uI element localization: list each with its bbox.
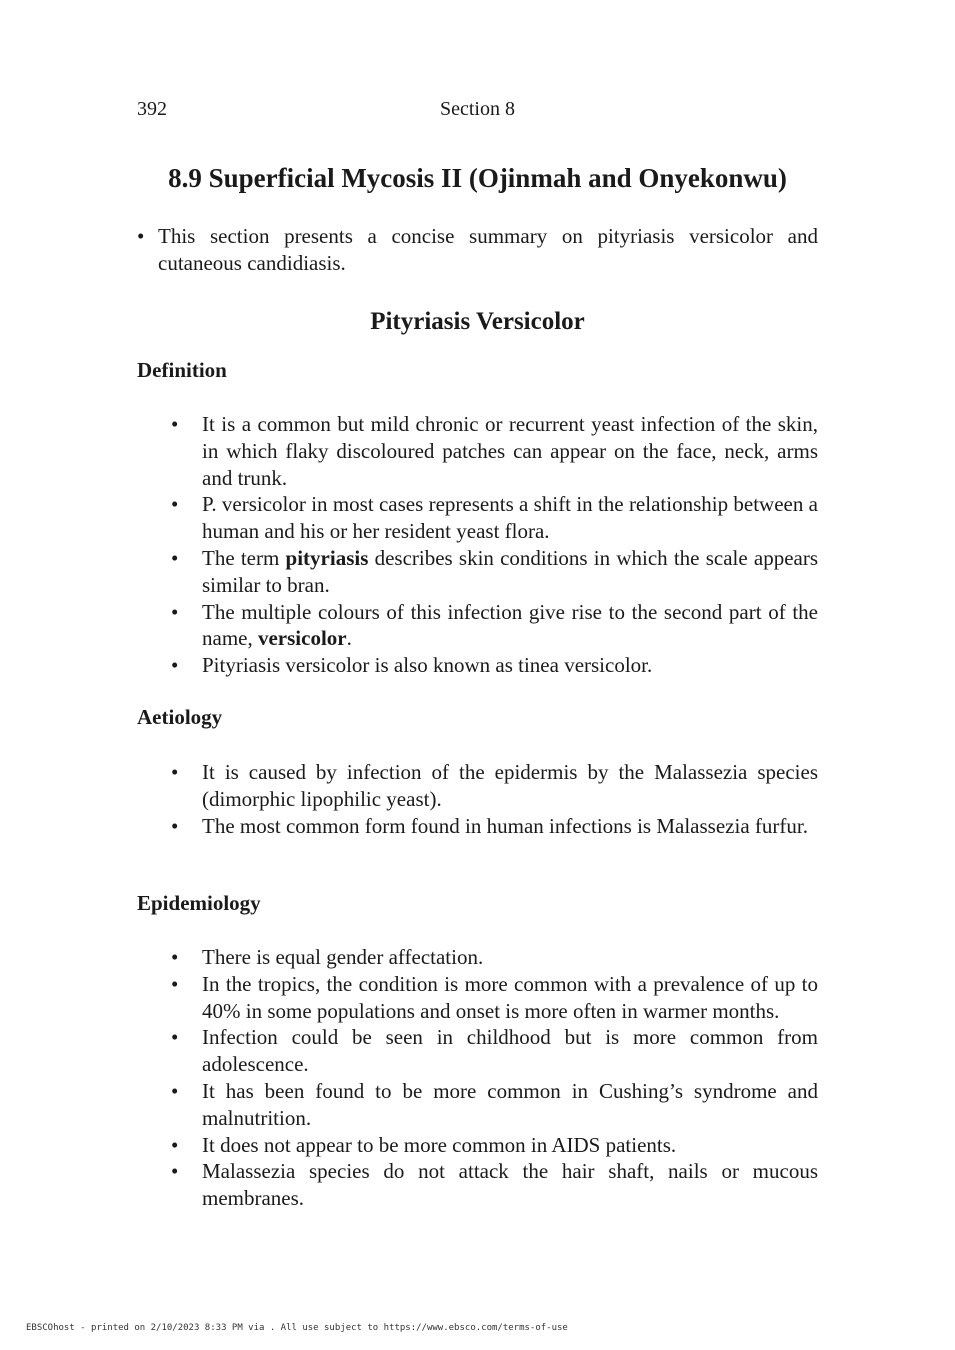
- intro-item: • This section presents a concise summary on pityriasis versicolor and cutaneous candidiasis.: [137, 223, 818, 277]
- list-item-text-after: describes skin conditions in which the scale appears similar to bran.: [202, 545, 818, 597]
- list-item-text: In the tropics, the condition is more common with a prevalence of up to 40% in some populations and onset is more often in warmer months.: [202, 971, 818, 1023]
- definition-heading: Definition: [137, 358, 227, 382]
- bullet-icon: •: [171, 1025, 179, 1050]
- list-item-text: The most common form found in human infections is Malassezia furfur.: [202, 813, 808, 838]
- bullet-icon: •: [171, 813, 179, 838]
- definition-list: [171, 411, 818, 679]
- aetiology-heading: Aetiology: [137, 705, 223, 729]
- ebsco-footer: EBSCOhost - printed on 2/10/2023 8:33 PM via . All use subject to https://www.ebsco.com/terms-of-use: [26, 1323, 568, 1333]
- bullet-icon: •: [171, 1159, 179, 1184]
- list-item: [171, 971, 818, 1025]
- list-item-text-after: .: [346, 626, 352, 651]
- list-item: [171, 1132, 818, 1159]
- bullet-icon: •: [171, 545, 179, 570]
- section-title: Pityriasis Versicolor: [370, 308, 585, 335]
- bullet-icon: •: [171, 1078, 179, 1103]
- term-pityriasis: pityriasis: [285, 545, 369, 570]
- list-item-text: Malassezia species do not attack the hair shaft, nails or mucous membranes.: [202, 1159, 818, 1211]
- list-item: [171, 599, 818, 653]
- list-item-text: It is a common but mild chronic or recurrent yeast infection of the skin, in which flaky discoloured patches can appear on the face, neck, arms and trunk.: [202, 412, 818, 490]
- bullet-icon: •: [171, 971, 179, 996]
- bullet-icon: •: [171, 492, 179, 517]
- bullet-icon: •: [171, 599, 179, 624]
- list-item: [171, 1024, 818, 1078]
- list-item: [171, 652, 818, 679]
- list-item: [171, 759, 818, 813]
- epidemiology-list: [171, 944, 818, 1212]
- list-item-text: Pityriasis versicolor is also known as tinea versicolor.: [202, 653, 653, 678]
- list-item-text: Infection could be seen in childhood but is more common from adolescence.: [202, 1025, 818, 1077]
- running-head: Section 8: [440, 98, 515, 120]
- list-item-text: There is equal gender affectation.: [202, 945, 484, 969]
- page-number: 392: [137, 98, 167, 120]
- list-item: [171, 1078, 818, 1132]
- list-item-text: It has been found to be more common in Cushing’s syndrome and malnutrition.: [202, 1078, 818, 1130]
- list-item-text-before: The multiple colours of this infection give rise to the second part of the name,: [202, 599, 818, 651]
- bullet-icon: •: [171, 653, 179, 678]
- bullet-icon: •: [171, 412, 179, 436]
- list-item: [171, 1158, 818, 1212]
- bullet-icon: •: [171, 760, 179, 784]
- list-item: [171, 813, 818, 840]
- chapter-title: 8.9 Superficial Mycosis II (Ojinmah and Onyekonwu): [168, 163, 787, 193]
- bullet-icon: •: [171, 945, 179, 969]
- term-versicolor: versicolor: [257, 626, 347, 651]
- list-item-text: It is caused by infection of the epidermis by the Malassezia species (dimorphic lipophilic yeast).: [202, 760, 818, 811]
- epidemiology-heading: Epidemiology: [137, 891, 261, 915]
- list-item: [171, 491, 818, 545]
- bullet-icon: •: [171, 1132, 179, 1157]
- list-item-text: It does not appear to be more common in AIDS patients.: [202, 1132, 677, 1157]
- aetiology-list: [171, 759, 818, 839]
- list-item: [171, 411, 818, 491]
- list-item: [171, 545, 818, 599]
- list-item: [171, 944, 818, 971]
- intro-list: [137, 223, 818, 277]
- list-item-text-before: The term: [202, 545, 286, 570]
- list-item-text: P. versicolor in most cases represents a shift in the relationship between a human and his or her resident yeast flora.: [202, 492, 818, 544]
